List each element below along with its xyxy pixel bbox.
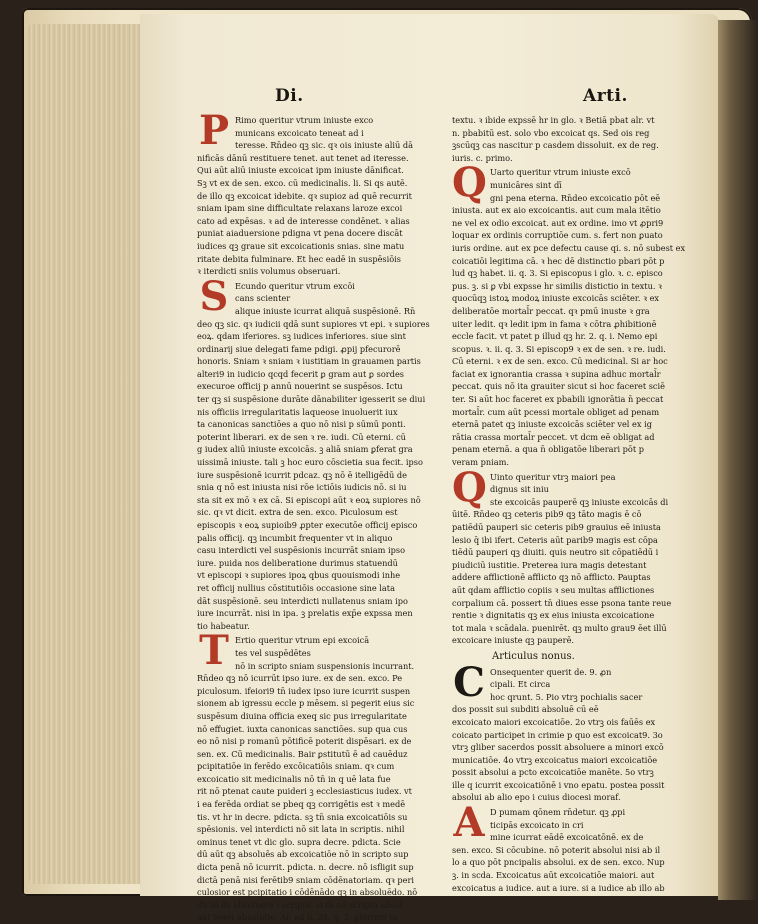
text-line: nō effugiet. iuxta canonicas sanctiōes. sup qua cus xyxy=(197,723,408,734)
text-section xyxy=(197,627,445,924)
text-line: casu interdicti vel suspēsionis incurrāt sniam ipso xyxy=(197,545,406,556)
text-line: penam eternā. a qua n̄ obligatōe liberari pōt p xyxy=(452,444,644,455)
text-line: ritate debita fulminare. Et hec eadē in suspēsiōis xyxy=(197,253,402,264)
text-line: aūt qdam afflictio copiis ꝛ seu multas afflictiones xyxy=(452,584,655,595)
text-line: snia q nō est iniusta nisi rōe ictiōis iudicis nō. si iu xyxy=(197,482,407,493)
text-line: sniam ipam sine difficultate relaxans laroze excoi xyxy=(197,203,403,214)
text-line: eternā patet qꝫ iniuste excoicās sciēter vel ex ig xyxy=(452,419,652,430)
decorated-initial: P xyxy=(198,107,230,154)
text-section xyxy=(452,658,714,805)
text-line: Uinto queritur vtrꝫ maiori pea xyxy=(490,471,616,482)
text-line: Rn̄deo qꝫ nō icurrūt ipso iure. ex de sen. exco. Pe xyxy=(197,673,403,684)
text-line: ominus tenet vt dic glo. supra decre. pdicta. Scie xyxy=(197,836,401,847)
text-line: dignus sit iniu xyxy=(490,484,549,495)
text-line: deliberatōe mortal̄r peccat. qꝛ pmū inuste ꝛ gra xyxy=(452,305,650,316)
text-line: patiēdū pauperi sic ceteris pib9 grauius eē iniusta xyxy=(452,522,661,532)
text-line: lud qꝫ habet. ii. q. 3. Si episcopus i glo. ꝛ. c. episco xyxy=(452,268,663,279)
text-line: puniat aiaduersione pdigna vt pena docere discāt xyxy=(197,228,403,239)
text-line: tis. vt hr in decre. pdicta. sꝫ tn̄ snia excoicatiōis su xyxy=(197,811,408,822)
text-line: cans scienter xyxy=(235,293,291,304)
text-line: ordinarij siue delegati fame pdigi. ꝓpij pfecurorē xyxy=(197,343,401,354)
text-line: ꝛ iterdicti sniis volumus obseruari. xyxy=(197,266,341,277)
text-line: iniusta. aut ex aio excoicantis. aut cum mala itētio xyxy=(452,205,661,216)
text-line: possit absolui a pcto excoicatiōe manēte. 5o vtrꝫ xyxy=(452,767,654,778)
text-section xyxy=(452,651,714,664)
text-line: lo a quo pōt pncipalis absolui. ex de sen. exco. Nup xyxy=(452,857,665,868)
text-line: nō in scripto sniam suspensionis incurrant. xyxy=(235,660,415,671)
text-line: piudiciū iustitie. Preterea iura magis detestant xyxy=(452,559,647,570)
text-line: dos possit sui subditi absoluē cū eē xyxy=(452,704,599,715)
text-line: dū tn̄ ds absoluere i scripto. si tn̄ nō scripto absol xyxy=(197,899,403,910)
text-line: teresse. Rn̄deo qꝫ sic. qꝛ ois iniuste aliū dā xyxy=(235,140,413,151)
text-line: ꝫ. in scda. Excoicatus aūt excoicatiōe maiori. aut xyxy=(452,870,655,881)
text-line: rātia crassa mortal̄r peccet. vt dcm eē obligat ad xyxy=(452,431,655,442)
text-line: D pumam qōnem rn̄detur. qꝫ ꝓpi xyxy=(490,807,626,818)
text-line: alique iniuste icurrat aliquā suspēsionē. Rn̄ xyxy=(235,305,416,316)
text-line: Ecundo queritur vtrum excōi xyxy=(235,280,355,291)
text-line: ta canonicas sanctiōes a quo nō nisi p sūmū ponti. xyxy=(197,419,406,430)
text-line: mine icurrat eādē excoicatōnē. ex de xyxy=(490,832,644,843)
decorated-initial: Q xyxy=(452,463,487,511)
text-section xyxy=(197,272,445,633)
text-line: cato ad expēsas. ꝛ ad de interesse condēnet. ꝛ alias xyxy=(197,215,410,226)
text-line: tio habeatur. xyxy=(197,620,250,631)
text-column-right xyxy=(452,112,714,894)
text-line: de illo qꝫ excoicat idebite. qꝛ supioz ad quē recurrit xyxy=(197,190,412,201)
text-line: dū aūt qꝫ absoluēs ab excoicatiōe nō in scripto sup xyxy=(197,849,409,860)
text-line: tiēdū pauperi qꝫ diuiti. quis neutro sit cōpatiēdū i xyxy=(452,547,659,558)
text-line: rit nō ptenat caute puideri ꝫ ecclesiasticus iudex. vt xyxy=(197,786,412,797)
text-line: iure. puida nos deliberatione durimus statuendū xyxy=(197,557,398,568)
text-line: pcipitatiōe in ferēdo excōicatiōis sniam. qꝛ cum xyxy=(197,761,395,772)
text-line: episcopis ꝛ eoꝝ supioib9 ꝓpter executōe officij episco xyxy=(197,520,418,530)
text-section xyxy=(452,159,714,468)
text-line: ret officij nullius cōstitutiōis occasione sine lata xyxy=(197,582,395,593)
text-line: ticipās excoicato in cri xyxy=(490,819,584,830)
text-line: nificās dānū restituere tenet. aut tenet ad iteresse. xyxy=(197,152,409,163)
text-line: Cū eterni. ꝛ ex de sen. exco. Cū medicinal. Si ar hoc xyxy=(452,356,668,367)
text-line: dicta penā nō icurrit. pdicta. n. decre. nō isfligit sup xyxy=(197,862,414,873)
text-section xyxy=(452,463,714,647)
text-line: Rimo queritur vtrum iniuste exco xyxy=(235,115,374,125)
text-section xyxy=(452,114,714,164)
text-line: sen. ex. Cū medicinalis. Bair ꝑstitutū ē ad cauēduz xyxy=(197,748,408,759)
text-line: absolui ab alio epo i cuius diocesi moraf. xyxy=(452,792,621,803)
text-line: iudices qꝫ graue sit excoicationis snias. sine matu xyxy=(197,240,405,251)
text-line: ter. Si aūt hoc faceret ex pbabili ignorātia n̄ peccat xyxy=(452,394,664,405)
text-line: sta sit ex mō ꝛ ex cā. Si episcopi aūt ꝛ eoꝝ supiores nō xyxy=(197,494,421,505)
text-line: faciat ex ignorantia crassa ꝛ supina adhuc mortal̄r xyxy=(452,368,661,379)
text-line: iure suspēsionē icurrit pdcaz. qꝫ nō ē itelligēdū de xyxy=(197,469,407,480)
text-line: n. pbabitū est. solo vbo excoicat qs. Sed ois reg xyxy=(452,127,650,138)
text-line: excoicato maiori excoicatiōe. 2o vtrꝫ ois faūēs ex xyxy=(452,716,656,727)
text-line: ter qꝫ si suspēsione durāte dānabiliter igesserit se diui xyxy=(197,394,426,405)
decorated-initial: A xyxy=(453,799,485,847)
text-line: Onsequenter querit de. 9. ꝓn xyxy=(490,666,612,677)
text-line: honoris. Sniam ꝛ sniam ꝛ iustitiam in grauamen partis xyxy=(197,356,421,367)
text-line: dictā penā nisi ferētib9 sniam cōdēnatoriam. qꝛ peri xyxy=(197,874,415,885)
text-line: sen. exco. Si cōcubine. nō poterit absolui nisi ab il xyxy=(452,844,661,855)
text-line: vtrꝫ gliber sacerdos possit absoluere a minori excō xyxy=(452,742,664,753)
text-line: suspēsum diuina officia exeq sic pus irregularitate xyxy=(197,710,407,721)
text-line: mortal̄r. cum aūt pcessi mortale obliget ad penam xyxy=(452,406,660,417)
decorated-initial: S xyxy=(199,272,229,320)
text-line: Uarto queritur vtrum iniuste excō xyxy=(490,167,631,178)
text-line: tes vel suspēdētes xyxy=(235,647,311,658)
text-line: ste excoicās pauperē qꝫ iniuste excoicās di xyxy=(490,496,669,507)
text-line: ille q icurrit excoicatiōnē i vno epatu. postea possit xyxy=(452,779,665,790)
text-line: eoꝝ. qdam iferiores. sꝫ iudices inferiores. siue sint xyxy=(197,331,406,342)
article-heading: Articulus nonus. xyxy=(492,650,575,662)
text-line: deo qꝫ sic. qꝛ iudicii qdā sunt supiores vt epi. ꝛ supiores xyxy=(197,318,430,329)
text-line: addere afflictionē afflicto qꝫ nō afflicto. Pauptas xyxy=(452,572,651,583)
text-line: loquar ex ordinis corruptiōe cum. s. fert non ꝑuato xyxy=(452,230,663,241)
text-line: ūitē. Rn̄deo qꝫ ceteris pib9 qꝫ tāto magis ē cō xyxy=(452,509,642,520)
text-line: nis officiis irregularitatis laqueose inuoluerit iux xyxy=(197,406,398,417)
text-line: eo nō nisi p romanū pōtificē poterit dispēsari. ex de xyxy=(197,736,412,747)
text-line: iure incurrāt. nisi in ipa. ꝫ prelatis exp̄e expssa men xyxy=(197,608,413,619)
decorated-initial: Q xyxy=(452,159,487,207)
text-line: dāt suspēsionē. seu interdicti nullatenus sniam ipo xyxy=(197,595,408,606)
text-line: Sꝫ vt ex de sen. exco. cū medicinalis. li. Si qs autē. xyxy=(197,177,408,188)
text-line: iuris. c. primo. xyxy=(452,152,513,163)
text-line: piculosum. ifeiori9 tn̄ iudex ipso iure icurrit suspen xyxy=(197,685,411,696)
text-line: lesio q̄ ibi ifert. Ceteris aūt parib9 magis est cōpa xyxy=(452,534,658,545)
text-line: sic. qꝛ vt dicit. extra de sen. exco. Piculosum est xyxy=(197,507,398,518)
text-line: scopus. ꝛ. ii. q. 3. Si episcop9 ꝛ ex de sen. ꝛ re. iudi. xyxy=(452,343,666,354)
text-line: pus. ꝫ. si ꝑ vbi expsse hr similis distictio in textu. ꝛ xyxy=(452,280,662,291)
text-line: quocūqꝫ istoꝝ modoꝝ iniuste excoicās sciēter. ꝛ ex xyxy=(452,293,660,304)
decorated-initial: C xyxy=(453,658,485,706)
running-head-right: Arti. xyxy=(583,86,628,106)
text-line: municans excoicato teneat ad i xyxy=(235,127,364,138)
text-line: vt episcopi ꝛ supiores ipoꝝ qbus quouismodi inhe xyxy=(197,570,401,581)
text-section xyxy=(197,107,445,278)
text-line: cipali. Et circa xyxy=(490,679,551,690)
text-line: palis officij. qꝫ incumbit frequenter vt in aliquo xyxy=(197,532,393,543)
text-line: municāres sint dī xyxy=(490,179,562,190)
text-line: execuroe officij p annū nouerint se suspēsos. Ictu xyxy=(197,381,403,392)
text-line: Qui aūt aliū iniuste excoicat ipm iniuste dānificat. xyxy=(197,165,404,176)
text-line: iuris ordine. aut ex pce defectu cause qi. s. nō subest ex xyxy=(452,242,686,253)
text-line: excoicatio sit medicinalis nō tn̄ in q uē lata fue xyxy=(197,773,391,784)
text-line: uissimā iniuste. tali ꝫ hoc euro cōscietia sua fecit. ipso xyxy=(197,457,423,468)
text-section xyxy=(452,799,714,894)
text-line: alteri9 in iudicio qcqd fecerit ꝑ gram aut ꝑ sordes xyxy=(197,368,404,379)
text-line: spēsionis. vel interdicti nō sit lata in scriptis. nihil xyxy=(197,824,405,835)
text-line: g iudex aliū iniuste excoicās. ꝫ aliā sniam ꝑferat gra xyxy=(197,444,413,455)
text-line: Ertio queritur vtrum epi excoicā xyxy=(235,635,370,646)
text-line: veram pniam. xyxy=(452,457,510,468)
text-line: coicatiōi legitima cā. ꝛ hec dē distinctio pbari pōt p xyxy=(452,255,665,266)
text-column-left xyxy=(197,107,445,924)
text-line: uiter ledit. qꝛ ledit ipm in fama ꝛ cōtra ꝓhibitionē xyxy=(452,318,657,329)
text-line: culosior est pcipitatio i cōdēnādo qꝫ in absoluēdo. nō xyxy=(197,887,418,898)
text-line: corpalium cā. possert tn̄ diues esse psona tante reue xyxy=(452,597,672,608)
text-line: hoc qrunt. 5. Pio vtrꝫ pochialis sacer xyxy=(490,691,643,702)
text-line: gni pena eterna. Rn̄deo excoicatio pōt eē xyxy=(490,192,661,203)
text-line: poterint liberari. ex de sen ꝛ re. iudi. Cū eterni. cū xyxy=(197,431,406,442)
text-line: sionem ab igressu eccle p mēsem. si pegerit eius sic xyxy=(197,698,415,709)
text-line: coicato participet in crimie p quo est excoicat9. 3o xyxy=(452,729,663,740)
running-head-left: Di. xyxy=(275,86,304,106)
text-line: peccat. quis nō ita grauiter sicut si hoc faceret sciē xyxy=(452,381,665,392)
text-line: uat tenet absolutio. Ar. ad h. 24. q. 3. ꝑterim9 in xyxy=(197,912,398,923)
text-line: ꝫscūqꝫ cas nascitur p casdem dissoluit. ex de reg. xyxy=(452,140,659,151)
text-line: i ea ferēda ordiat se pbeq qꝫ corrigētis est ꝛ medē xyxy=(197,799,406,810)
binding-shadow xyxy=(718,20,758,900)
text-line: ne vel ex odio excoicat. aut ex ordine. imo vt ꝓpri9 xyxy=(452,217,664,228)
decorated-initial: T xyxy=(199,627,229,675)
text-line: textu. ꝛ ibide expssē hr in glo. ꝛ Betiā pbat alr. vt xyxy=(452,115,655,125)
page-edges xyxy=(28,24,148,884)
text-line: eccle facit. vt patet p illud qꝫ hr. 2. q. i. Nemo epi xyxy=(452,331,658,342)
text-line: rentie ꝛ dignitatis qꝫ ex eius iniusta excoicatione xyxy=(452,610,655,621)
text-line: excoicatus a iudice. aut a iure. si a iudice ab illo ab xyxy=(452,882,665,893)
text-line: municatiōe. 4o vtrꝫ excoicatus maiori excoicatiōe xyxy=(452,754,658,765)
text-line: tot mala ꝛ scādala. puenirēt. qꝫ multo grau9 ēet illū xyxy=(452,622,667,633)
text-line: excoicare iniuste qꝫ pauperē. xyxy=(452,635,575,646)
